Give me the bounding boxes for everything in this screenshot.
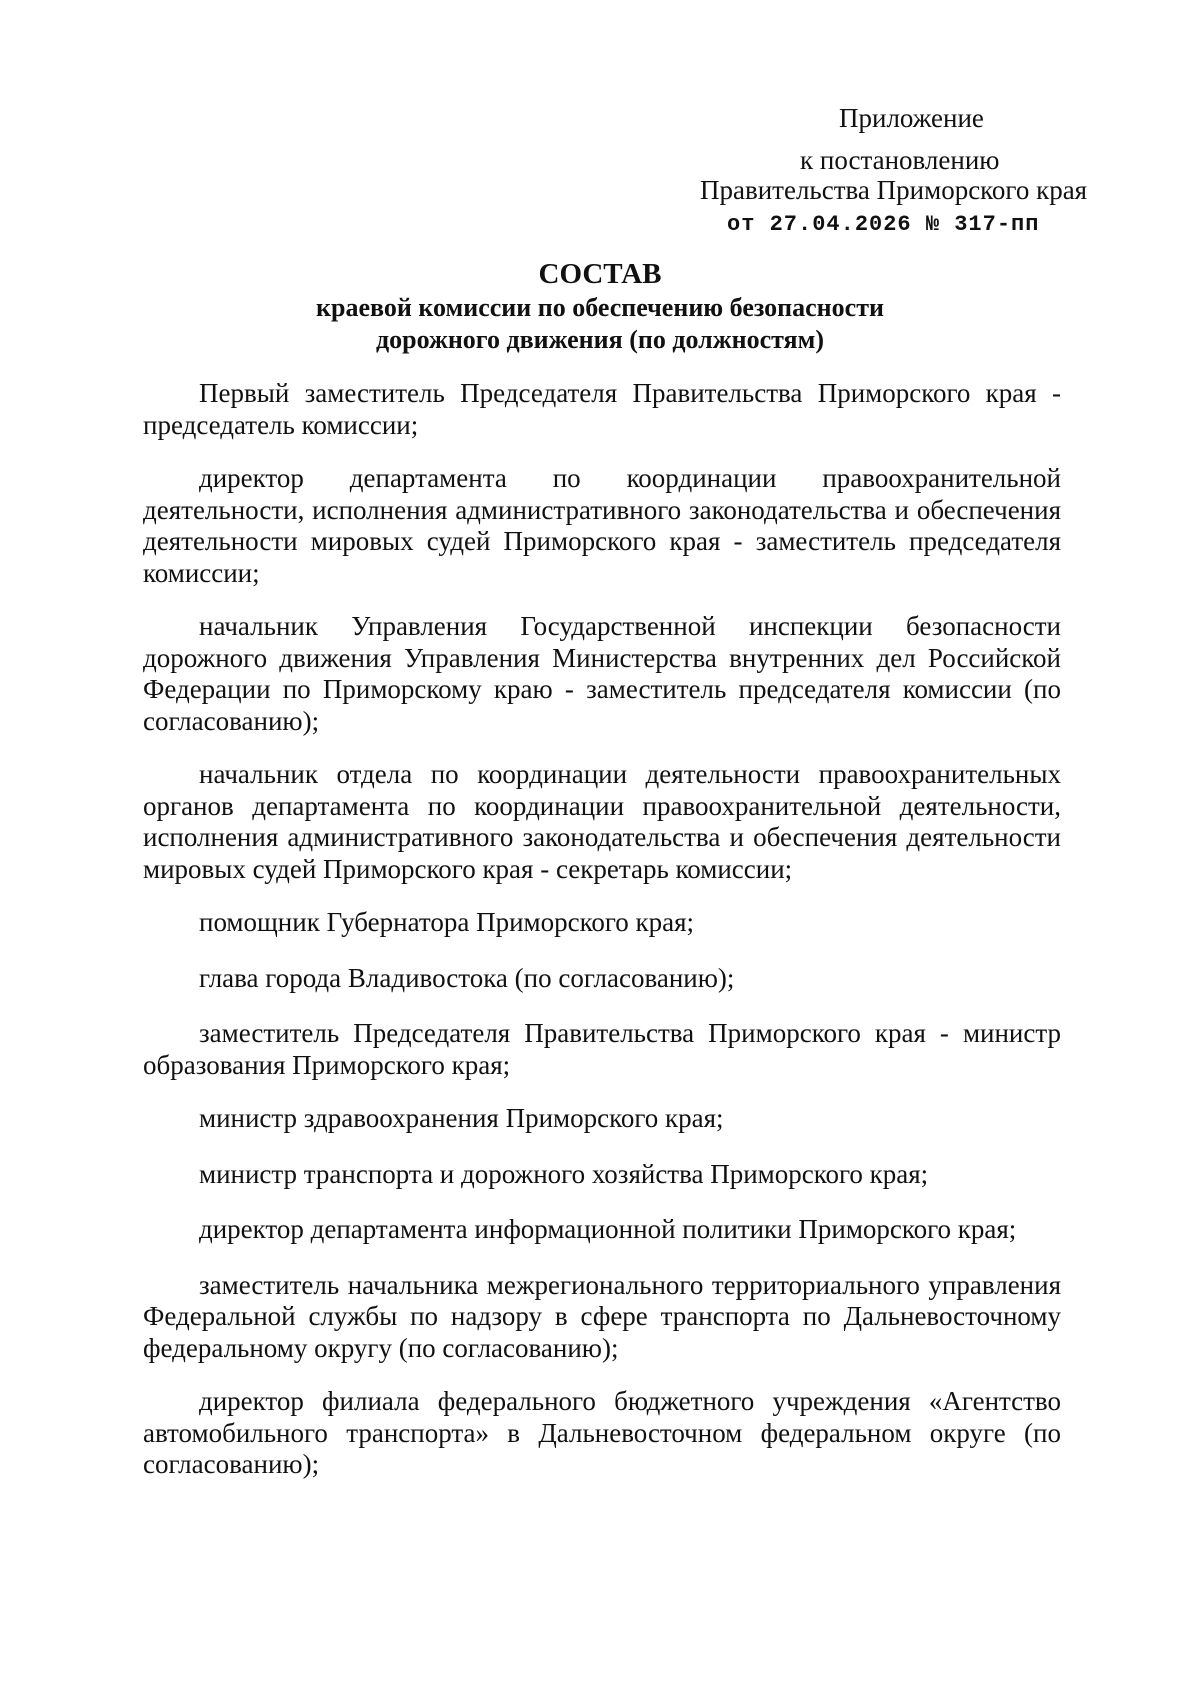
- member-item: заместитель начальника межрегионального территориального управления Федеральной службы по надзору в сфере транспорта по Дальневосточному федеральному округу (по согласованию);: [143, 1269, 1061, 1363]
- members-list: [143, 378, 1061, 1503]
- title-subtitle-line-2: дорожного движения (по должностям): [376, 325, 824, 354]
- member-item: директор филиала федерального бюджетного учреждения «Агентство автомобильного транспорта» в Дальневосточном федеральном округе (по согласованию);: [143, 1386, 1061, 1479]
- document-title: [140, 256, 1060, 356]
- title-main: СОСТАВ: [538, 258, 662, 290]
- appendix-label: Приложение: [839, 103, 984, 133]
- member-item: директор департамента информационной политики Приморского края;: [199, 1214, 1017, 1244]
- member-item: Первый заместитель Председателя Правительства Приморского края - председатель комиссии;: [143, 378, 1061, 440]
- appendix-date-number: от 27.04.2026 № 317-пп: [727, 212, 1040, 237]
- member-item: заместитель Председателя Правительства Приморского края - министр образования Приморского края;: [143, 1018, 1061, 1080]
- member-item: помощник Губернатора Приморского края;: [199, 907, 695, 937]
- member-item: министр здравоохранения Приморского края;: [199, 1103, 724, 1133]
- title-subtitle-line-1: краевой комиссии по обеспечению безопасности: [316, 293, 884, 322]
- member-item: министр транспорта и дорожного хозяйства Приморского края;: [199, 1158, 929, 1189]
- appendix-reference: к постановлению: [800, 145, 1000, 175]
- appendix-authority: Правительства Приморского края: [700, 175, 1088, 205]
- member-item: глава города Владивостока (по согласованию);: [199, 962, 735, 993]
- member-item: начальник отдела по координации деятельности правоохранительных органов департамента по координации правоохранительной деятельности, исполнения административного законодательства и обеспечения деятельности мировых судей Приморского края - секретарь комиссии;: [143, 759, 1061, 884]
- member-item: начальник Управления Государственной инспекции безопасности дорожного движения Управления Министерства внутренних дел Российской Федерации по Приморскому краю - заместитель председателя комиссии (по согласованию);: [143, 611, 1061, 736]
- member-item: директор департамента по координации правоохранительной деятельности, исполнения административного законодательства и обеспечения деятельности мировых судей Приморского края - заместитель председателя комиссии;: [143, 463, 1061, 588]
